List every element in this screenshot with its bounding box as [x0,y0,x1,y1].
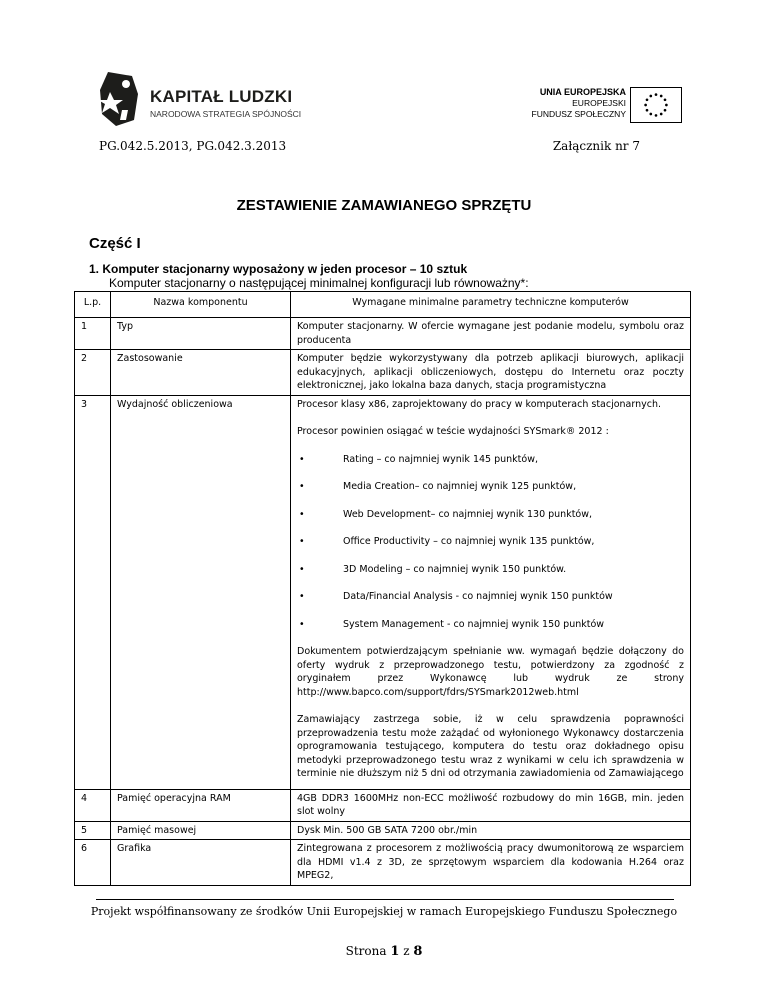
benchmark-item [297,563,684,577]
logo-title: KAPITAŁ LUDZKI [150,87,293,106]
row-name: Zastosowanie [111,350,291,396]
page-separator: z [403,944,410,958]
section-subheading: Komputer stacjonarny o następującej minimalnej konfiguracji lub równoważny*: [109,276,529,290]
header-name: Nazwa komponentu [111,292,291,318]
table-row [75,789,691,821]
benchmark-item [297,618,684,632]
annex-number: Załącznik nr 7 [552,139,640,153]
row-name: Wydajność obliczeniowa [111,395,291,789]
eu-line-3: FUNDUSZ SPOŁECZNY [531,109,626,119]
eu-star-icon [644,104,647,107]
header-requirements: Wymagane minimalne parametry techniczne komputerów [291,292,691,318]
page-number [0,944,768,959]
eu-logo-text [532,87,626,120]
benchmark-text: Data/Financial Analysis - co najmniej wynik 150 punktów [343,591,613,602]
eu-star-icon [649,113,652,116]
eu-logo [512,87,682,127]
row-requirement [291,395,691,789]
eu-line-2: EUROPEJSKI [572,98,626,108]
bullet-icon: • [299,563,305,575]
row-name: Typ [111,318,291,350]
row-lp: 6 [75,840,111,886]
row-lp: 1 [75,318,111,350]
benchmark-item [297,480,684,494]
cpu-benchmark-intro: Procesor powinien osiągać w teście wydajności SYSmark® 2012 : [297,426,609,437]
row-lp: 5 [75,821,111,840]
benchmark-text: Media Creation– co najmniej wynik 125 punktów, [343,481,577,492]
benchmark-text: 3D Modeling – co najmniej wynik 150 punktów. [343,563,567,575]
eu-star-icon [664,109,667,112]
benchmark-text: Office Productivity – co najmniej wynik 135 punktów, [343,536,595,547]
cpu-intro: Procesor klasy x86, zaprojektowany do pracy w komputerach stacjonarnych. [297,398,662,410]
page-current: 1 [390,944,400,959]
eu-star-icon [646,109,649,112]
document-title: ZESTAWIENIE ZAMAWIANEGO SPRZĘTU [236,197,532,214]
eu-star-icon [665,104,668,107]
row-lp: 4 [75,789,111,821]
section-heading: 1. Komputer stacjonarny wyposażony w jeden procesor – 10 sztuk [89,262,468,276]
header-lp: L.p. [75,292,111,318]
cpu-proof: Dokumentem potwierdzającym spełnianie ww. wymagań będzie dołączony do oferty wydruk z przeprowadzonego testu, potwierdzony za zgodność z oryginałem przez Wykonawcę lub wydruk ze strony http://www.bapco.com/support/fdrs/SYSmark2012web.html [297,646,684,698]
kapital-ludzki-emblem-icon [98,70,142,128]
eu-star-icon [646,98,649,101]
table-row [75,318,691,350]
eu-star-icon [660,95,663,98]
bullet-icon: • [299,618,305,630]
eu-star-icon [660,113,663,116]
benchmark-item [297,508,684,522]
table-header-row [75,292,691,318]
benchmark-item [297,453,684,467]
bullet-icon: • [299,508,305,520]
row-name: Pamięć masowej [111,821,291,840]
eu-line-1: UNIA EUROPEJSKA [539,87,626,97]
table-row [75,350,691,396]
page-total: 8 [413,944,423,959]
row-name: Grafika [111,840,291,886]
row-lp: 3 [75,395,111,789]
table-row [75,840,691,886]
eu-star-icon [649,95,652,98]
reference-number: PG.042.5.2013, PG.042.3.2013 [99,139,287,153]
eu-star-icon [664,98,667,101]
footer-divider [96,899,674,900]
benchmark-text: System Management - co najmniej wynik 150 punktów [343,618,605,630]
logo-subtitle: NARODOWA STRATEGIA SPÓJNOŚCI [150,109,302,119]
table-row [75,821,691,840]
eu-flag-icon [630,87,682,123]
eu-star-icon [655,93,658,96]
benchmark-text: Web Development– co najmniej wynik 130 punktów, [343,508,593,520]
bullet-icon: • [299,591,305,602]
footer-text: Projekt współfinansowany ze środków Unii Europejskiej w ramach Europejskiego Funduszu Społecznego [90,905,678,918]
row-lp: 2 [75,350,111,396]
page-prefix: Strona [345,944,387,958]
kapital-ludzki-logo [98,70,398,130]
eu-star-icon [655,114,658,117]
row-requirement: Zintegrowana z procesorem z możliwością pracy dwumonitorową ze wsparciem dla HDMI v1.4 z 3D, ze sprzętowym wsparciem dla kodowania H.264 oraz MPEG2, [291,840,691,886]
bullet-icon: • [299,453,305,465]
bullet-icon: • [299,481,305,492]
row-requirement: Komputer stacjonarny. W ofercie wymagane jest podanie modelu, symbolu oraz producenta [291,318,691,350]
part-heading: Część I [89,235,141,252]
row-requirement: Komputer będzie wykorzystywany dla potrzeb aplikacji biurowych, aplikacji edukacyjnych, aplikacji obliczeniowych, dostępu do Internetu oraz poczty elektronicznej, jako lokalna baza danych, stacja programistyczna [291,350,691,396]
benchmark-text: Rating – co najmniej wynik 145 punktów, [343,453,539,465]
table-row [75,395,691,789]
row-name: Pamięć operacyjna RAM [111,789,291,821]
specification-table [74,291,691,886]
row-requirement: Dysk Min. 500 GB SATA 7200 obr./min [291,821,691,840]
row-requirement: 4GB DDR3 1600MHz non-ECC możliwość rozbudowy do min 16GB, min. jeden slot wolny [291,789,691,821]
benchmark-list [297,453,684,632]
bullet-icon: • [299,536,305,547]
benchmark-item [297,535,684,549]
cpu-reserve: Zamawiający zastrzega sobie, iż w celu sprawdzenia poprawności przeprowadzenia testu może zażądać od wyłonionego Wykonawcy dostarczenia oprogramowania testującego, komputera do testu oraz dokładnego opisu metodyki przeprowadzonego testu wraz z wynikami w celu ich sprawdzenia w terminie nie dłuższym niż 5 dni od otrzymania zawiadomienia od Zamawiającego [297,714,684,779]
benchmark-item [297,590,684,604]
